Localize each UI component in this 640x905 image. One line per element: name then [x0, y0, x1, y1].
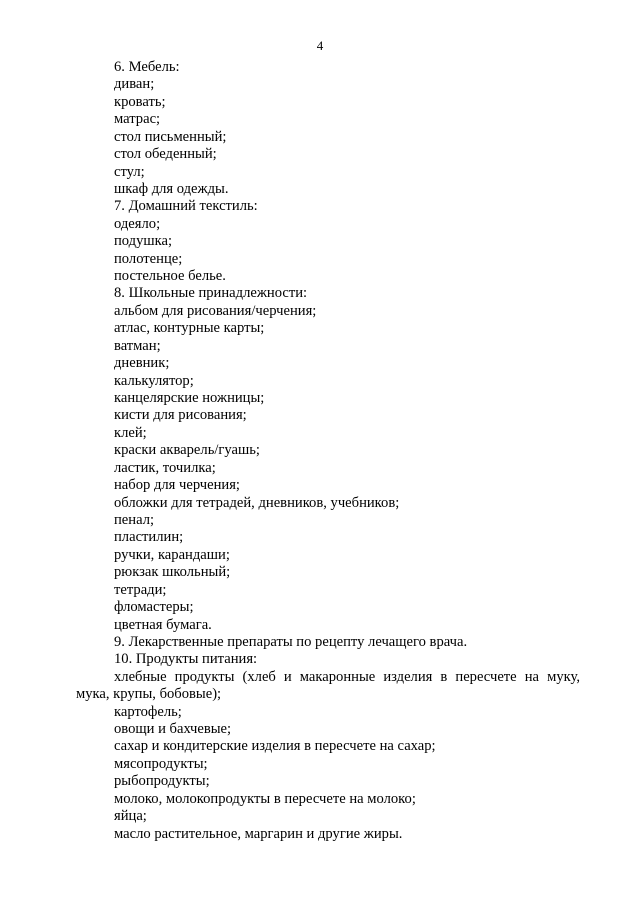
list-item: альбом для рисования/черчения; [114, 302, 317, 319]
list-item: одеяло; [114, 215, 161, 232]
section-heading-textile: 7. Домашний текстиль: [114, 198, 258, 215]
list-item: канцелярские ножницы; [114, 390, 265, 407]
list-item: фломастеры; [114, 599, 194, 616]
list-item: сахар и кондитерские изделия в пересчете на сахар; [114, 738, 436, 755]
list-item: набор для черчения; [114, 477, 240, 494]
section-heading-school-supplies: 8. Школьные принадлежности: [114, 285, 308, 302]
list-item: масло растительное, маргарин и другие жиры. [114, 825, 403, 842]
list-item: дневник; [114, 355, 170, 372]
list-item: стол письменный; [114, 128, 227, 145]
list-item: диван; [114, 76, 155, 93]
list-item: хлебные продукты (хлеб и макаронные изделия в пересчете на муку, [114, 668, 580, 685]
section-heading-food: 10. Продукты питания: [114, 651, 258, 668]
list-item: обложки для тетрадей, дневников, учебников; [114, 494, 400, 511]
list-item: пенал; [114, 511, 155, 528]
list-item: шкаф для одежды. [114, 180, 229, 197]
list-item: подушка; [114, 233, 173, 250]
list-item: мясопродукты; [114, 755, 208, 772]
list-item: калькулятор; [114, 372, 194, 389]
list-item: клей; [114, 424, 147, 441]
document-body [76, 59, 580, 843]
section-heading-medicines: 9. Лекарственные препараты по рецепту лечащего врача. [114, 633, 468, 650]
list-item: краски акварель/гуашь; [114, 442, 260, 459]
list-item: цветная бумага. [114, 616, 212, 633]
list-item: кровать; [114, 93, 166, 110]
list-item: яйца; [114, 808, 147, 825]
list-item-continuation: мука, крупы, бобовые); [76, 686, 222, 703]
list-item: стул; [114, 163, 145, 180]
list-item: пластилин; [114, 529, 184, 546]
list-item: полотенце; [114, 250, 183, 267]
list-item: стол обеденный; [114, 146, 217, 163]
list-item: ластик, точилка; [114, 459, 216, 476]
page-number: 4 [316, 38, 324, 53]
list-item: ручки, карандаши; [114, 546, 230, 563]
list-item: матрас; [114, 111, 161, 128]
list-item: постельное белье. [114, 268, 226, 285]
list-item: ватман; [114, 337, 161, 354]
list-item: тетради; [114, 581, 167, 598]
list-item: овощи и бахчевые; [114, 721, 232, 738]
list-item: кисти для рисования; [114, 407, 247, 424]
list-item: картофель; [114, 703, 182, 720]
list-item: рыбопродукты; [114, 773, 210, 790]
section-heading-furniture: 6. Мебель: [114, 59, 180, 75]
list-item: молоко, молокопродукты в пересчете на молоко; [114, 790, 416, 807]
list-item: атлас, контурные карты; [114, 320, 265, 337]
list-item: рюкзак школьный; [114, 564, 231, 581]
